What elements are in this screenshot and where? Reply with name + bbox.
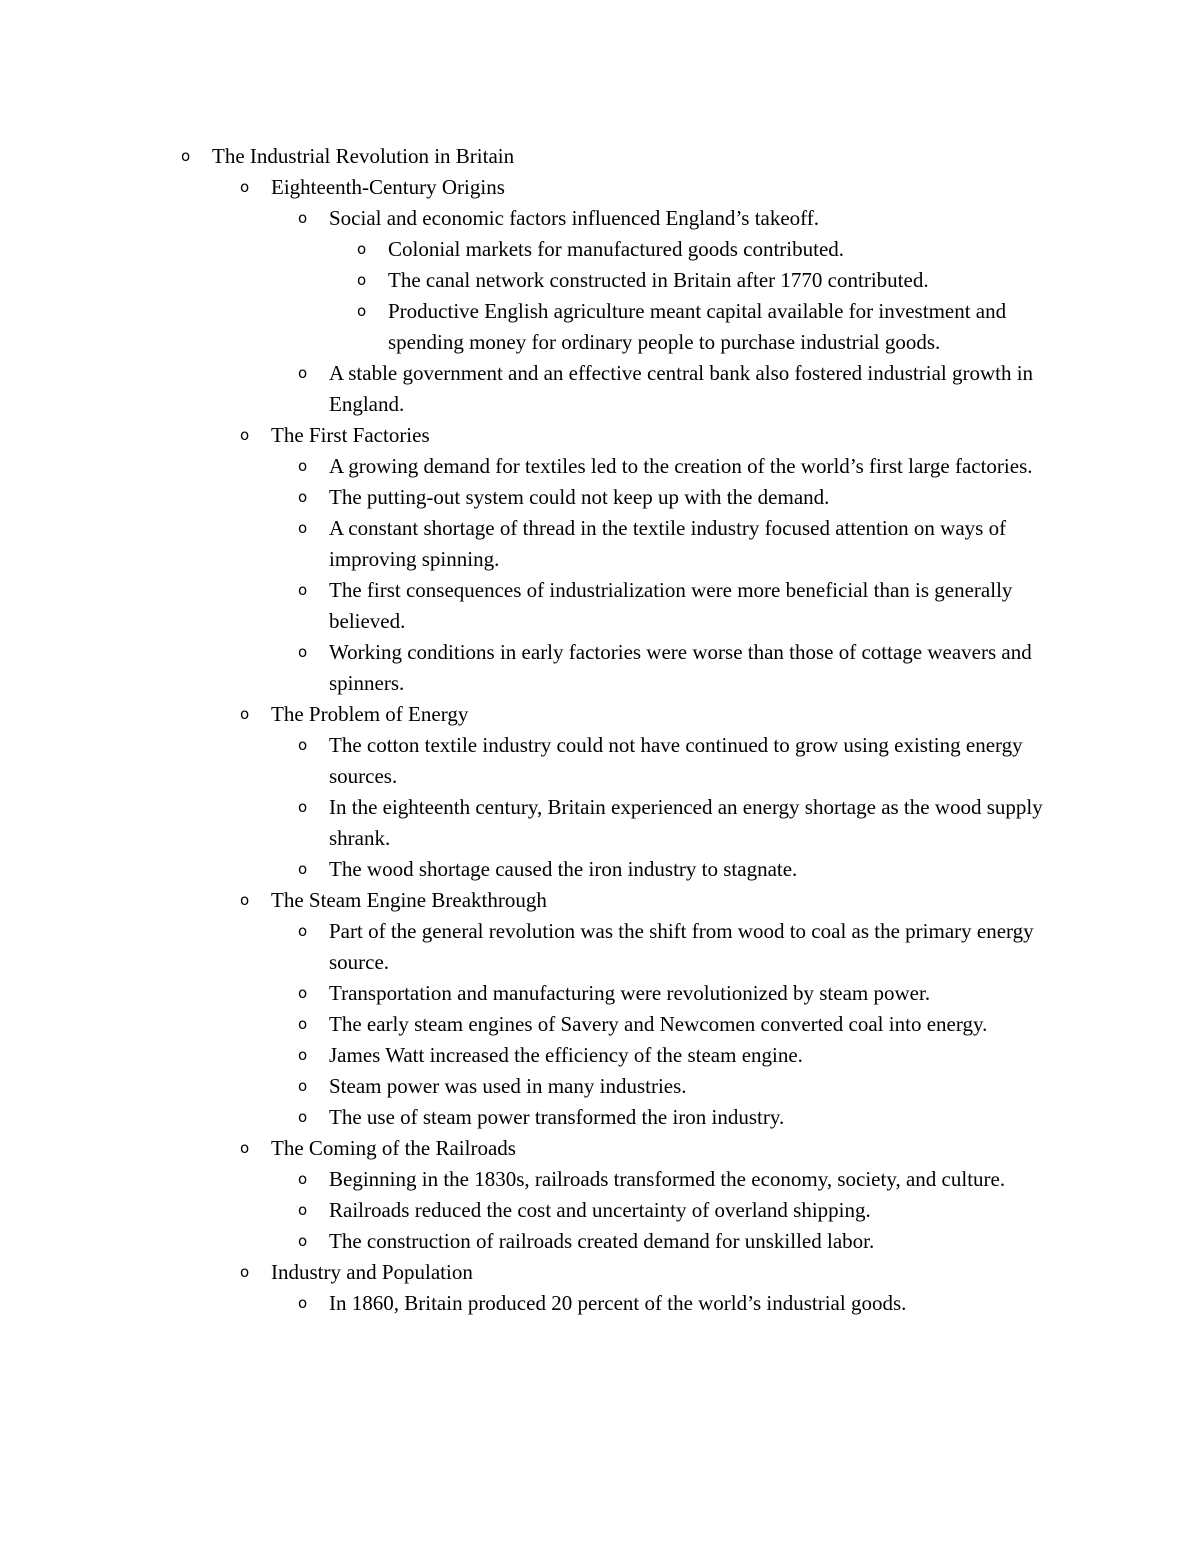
outline-point-text: The putting-out system could not keep up with the demand. xyxy=(329,485,830,509)
outline-point xyxy=(298,358,1054,420)
outline-point xyxy=(298,575,1054,637)
section-heading-text: The Steam Engine Breakthrough xyxy=(271,888,547,912)
outline-point-text: Steam power was used in many industries. xyxy=(329,1074,687,1098)
outline-point-text: A constant shortage of thread in the textile industry focused attention on ways of improving spinning. xyxy=(329,516,1007,571)
hollow-bullet-icon: o xyxy=(298,457,308,475)
outline-point-text: The early steam engines of Savery and Newcomen converted coal into energy. xyxy=(329,1012,988,1036)
hollow-bullet-icon: o xyxy=(298,1170,308,1188)
hollow-bullet-icon: o xyxy=(298,736,308,754)
outline-point-text: Working conditions in early factories were worse than those of cottage weavers and spinners. xyxy=(329,640,1032,695)
outline-point xyxy=(298,730,1054,792)
outline-subpoint-text: Productive English agriculture meant capital available for investment and spending money for ordinary people to purchase industrial goods. xyxy=(388,299,1007,354)
hollow-bullet-icon: o xyxy=(298,922,308,940)
outline-point xyxy=(298,916,1054,978)
hollow-bullet-icon: o xyxy=(357,271,367,289)
outline-point-text: The cotton textile industry could not have continued to grow using existing energy sources. xyxy=(329,733,1023,788)
section-heading-text: Eighteenth-Century Origins xyxy=(271,175,505,199)
outline-point-text: The first consequences of industrialization were more beneficial than is generally believed. xyxy=(329,578,1013,633)
outline-point-text: The construction of railroads created demand for unskilled labor. xyxy=(329,1229,875,1253)
outline-point-text: Social and economic factors influenced England’s takeoff. xyxy=(329,206,820,230)
outline-subpoint xyxy=(357,265,1053,296)
hollow-bullet-icon: o xyxy=(298,364,308,382)
section-heading-text: The First Factories xyxy=(271,423,430,447)
hollow-bullet-icon: o xyxy=(240,1139,250,1157)
outline-point-text: Beginning in the 1830s, railroads transformed the economy, society, and culture. xyxy=(329,1167,1006,1191)
hollow-bullet-icon: o xyxy=(298,1201,308,1219)
outline-point xyxy=(298,1195,1054,1226)
outline-subpoint-text: Colonial markets for manufactured goods contributed. xyxy=(388,237,845,261)
hollow-bullet-icon: o xyxy=(298,488,308,506)
outline-point xyxy=(298,1102,1054,1133)
outline-point xyxy=(298,1164,1054,1195)
outline-point-text: Railroads reduced the cost and uncertainty of overland shipping. xyxy=(329,1198,871,1222)
outline-point xyxy=(298,513,1054,575)
outline-subpoint xyxy=(357,234,1053,265)
hollow-bullet-icon: o xyxy=(240,705,250,723)
outline-point-text: A growing demand for textiles led to the creation of the world’s first large factories. xyxy=(329,454,1033,478)
outline-point xyxy=(298,792,1054,854)
hollow-bullet-icon: o xyxy=(298,1232,308,1250)
outline-list xyxy=(0,141,1200,1319)
outline-point-text: The use of steam power transformed the iron industry. xyxy=(329,1105,785,1129)
hollow-bullet-icon: o xyxy=(298,798,308,816)
hollow-bullet-icon: o xyxy=(298,209,308,227)
outline-title-text: The Industrial Revolution in Britain xyxy=(212,144,515,168)
outline-point xyxy=(298,482,1054,513)
hollow-bullet-icon: o xyxy=(298,519,308,537)
outline-point-text: A stable government and an effective central bank also fostered industrial growth in England. xyxy=(329,361,1034,416)
section-heading xyxy=(240,1257,1071,1288)
hollow-bullet-icon: o xyxy=(298,984,308,1002)
hollow-bullet-icon: o xyxy=(298,1294,308,1312)
outline-point-text: Part of the general revolution was the shift from wood to coal as the primary energy source. xyxy=(329,919,1034,974)
outline-point-text: In the eighteenth century, Britain experienced an energy shortage as the wood supply shrank. xyxy=(329,795,1043,850)
hollow-bullet-icon: o xyxy=(357,302,367,320)
section-heading xyxy=(240,1133,1071,1164)
hollow-bullet-icon: o xyxy=(298,581,308,599)
outline-point xyxy=(298,203,1054,234)
section-heading xyxy=(240,172,1071,203)
outline-point xyxy=(298,978,1054,1009)
section-heading-text: The Problem of Energy xyxy=(271,702,469,726)
hollow-bullet-icon: o xyxy=(298,1046,308,1064)
outline-subpoint xyxy=(357,296,1053,358)
section-heading-text: The Coming of the Railroads xyxy=(271,1136,516,1160)
outline-point xyxy=(298,1226,1054,1257)
hollow-bullet-icon: o xyxy=(240,1263,250,1281)
outline-point xyxy=(298,1040,1054,1071)
hollow-bullet-icon: o xyxy=(298,643,308,661)
outline-point xyxy=(298,854,1054,885)
outline-title xyxy=(181,141,1072,172)
outline-point-text: Transportation and manufacturing were revolutionized by steam power. xyxy=(329,981,931,1005)
outline-point-text: The wood shortage caused the iron industry to stagnate. xyxy=(329,857,798,881)
outline-point-text: In 1860, Britain produced 20 percent of the world’s industrial goods. xyxy=(329,1291,907,1315)
outline-point xyxy=(298,1071,1054,1102)
section-heading xyxy=(240,885,1071,916)
section-heading xyxy=(240,699,1071,730)
outline-subpoint-text: The canal network constructed in Britain after 1770 contributed. xyxy=(388,268,929,292)
outline-point xyxy=(298,637,1054,699)
section-heading-text: Industry and Population xyxy=(271,1260,473,1284)
hollow-bullet-icon: o xyxy=(240,178,250,196)
hollow-bullet-icon: o xyxy=(298,860,308,878)
hollow-bullet-icon: o xyxy=(298,1108,308,1126)
hollow-bullet-icon: o xyxy=(240,891,250,909)
outline-point xyxy=(298,1009,1054,1040)
outline-point-text: James Watt increased the efficiency of the steam engine. xyxy=(329,1043,803,1067)
hollow-bullet-icon: o xyxy=(181,147,191,165)
hollow-bullet-icon: o xyxy=(357,240,367,258)
hollow-bullet-icon: o xyxy=(298,1015,308,1033)
hollow-bullet-icon: o xyxy=(298,1077,308,1095)
outline-point xyxy=(298,1288,1054,1319)
section-heading xyxy=(240,420,1071,451)
outline-point xyxy=(298,451,1054,482)
hollow-bullet-icon: o xyxy=(240,426,250,444)
